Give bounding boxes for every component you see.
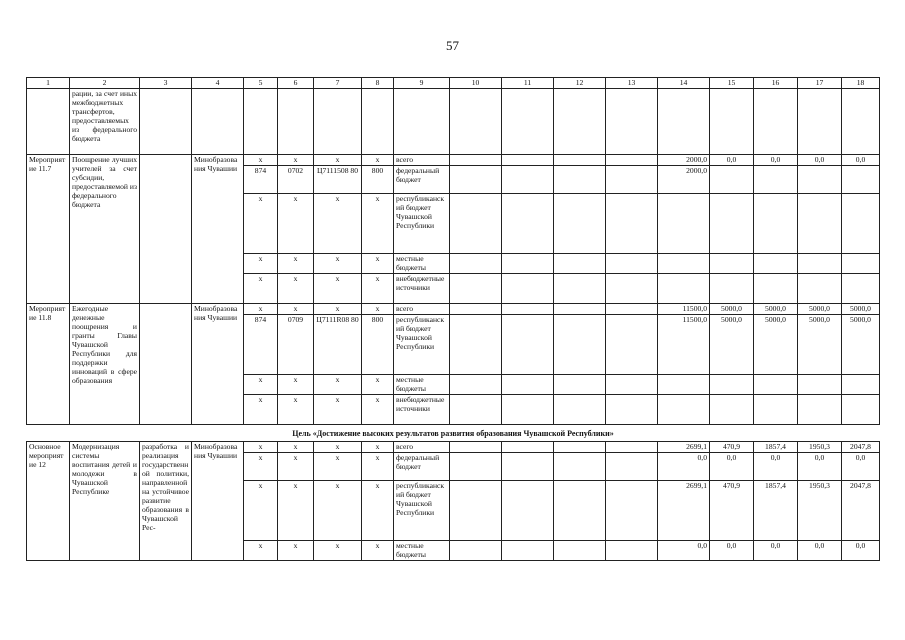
cell: 5000,0 <box>798 304 842 315</box>
measure-executor: Минобразования Чувашии <box>192 304 244 425</box>
cell: 0,0 <box>754 453 798 481</box>
cell: 0,0 <box>798 541 842 561</box>
cell: 1857,4 <box>754 442 798 453</box>
cell: x <box>244 541 278 561</box>
table-row <box>27 442 880 453</box>
cell: x <box>278 395 314 425</box>
program-table <box>26 77 880 561</box>
cell: x <box>314 375 362 395</box>
col-header: 4 <box>192 78 244 89</box>
col-header: 18 <box>842 78 880 89</box>
cell: 2699,1 <box>658 442 710 453</box>
carry-over-text: рации, за счет иных межбюджетных трансфертов, предоставляемых из федерального бюджета <box>70 89 140 155</box>
col-header: 9 <box>394 78 450 89</box>
cell: 11500,0 <box>658 304 710 315</box>
column-numbers-row <box>27 78 880 89</box>
cell: x <box>278 481 314 541</box>
cell: 2699,1 <box>658 481 710 541</box>
cell: x <box>362 254 394 274</box>
cell: x <box>244 274 278 304</box>
measure-executor: Минобразования Чувашии <box>192 442 244 561</box>
funding-source: местные бюджеты <box>394 254 450 274</box>
measure-code: Мероприятие 11.8 <box>27 304 70 425</box>
cell: 0,0 <box>658 541 710 561</box>
page-number: 57 <box>446 38 459 53</box>
cell: x <box>278 442 314 453</box>
cell: 5000,0 <box>710 304 754 315</box>
col-header: 12 <box>554 78 606 89</box>
cell: x <box>314 194 362 254</box>
funding-source: всего <box>394 442 450 453</box>
cell: x <box>362 375 394 395</box>
cell: x <box>244 155 278 166</box>
cell: 470,9 <box>710 442 754 453</box>
cell: x <box>278 375 314 395</box>
cell: 800 <box>362 315 394 375</box>
cell: Ц7111R08 80 <box>314 315 362 375</box>
cell: x <box>314 274 362 304</box>
col-header: 11 <box>502 78 554 89</box>
col-header: 17 <box>798 78 842 89</box>
cell: x <box>244 254 278 274</box>
measure-code: Мероприятие 11.7 <box>27 155 70 304</box>
cell: 1857,4 <box>754 481 798 541</box>
cell: 0,0 <box>710 541 754 561</box>
funding-source: республиканский бюджет Чувашской Республики <box>394 315 450 375</box>
cell: 0702 <box>278 166 314 194</box>
cell: x <box>244 442 278 453</box>
measure-name: Ежегодные денежные поощрения и гранты Главы Чувашской Республики для поддержки инноваций в сфере образования <box>70 304 140 425</box>
funding-source: республиканский бюджет Чувашской Республики <box>394 194 450 254</box>
cell: 0,0 <box>798 453 842 481</box>
col-header: 6 <box>278 78 314 89</box>
cell: 5000,0 <box>798 315 842 375</box>
measure-executor: Минобразования Чувашии <box>192 155 244 304</box>
cell: 0,0 <box>798 155 842 166</box>
measure-code: Основное мероприятие 12 <box>27 442 70 561</box>
cell: 5000,0 <box>754 315 798 375</box>
goal-title: Цель «Достижение высоких результатов развития образования Чувашской Республики» <box>27 425 880 442</box>
table-row <box>27 155 880 166</box>
cell: x <box>362 481 394 541</box>
cell: x <box>314 254 362 274</box>
cell: 5000,0 <box>842 315 880 375</box>
table-row <box>27 89 880 155</box>
cell: 2000,0 <box>658 166 710 194</box>
cell: x <box>362 442 394 453</box>
cell: x <box>314 541 362 561</box>
funding-source: всего <box>394 155 450 166</box>
cell: x <box>244 375 278 395</box>
col-header: 15 <box>710 78 754 89</box>
cell: 0,0 <box>842 155 880 166</box>
cell: 2047,8 <box>842 481 880 541</box>
cell: x <box>278 155 314 166</box>
col-header: 1 <box>27 78 70 89</box>
measure-name: Поощрение лучших учителей за счет субсидии, предоставляемой из федерального бюджета <box>70 155 140 304</box>
cell: 874 <box>244 166 278 194</box>
funding-source: всего <box>394 304 450 315</box>
cell: 5000,0 <box>754 304 798 315</box>
col-header: 16 <box>754 78 798 89</box>
col-header: 7 <box>314 78 362 89</box>
cell: 5000,0 <box>842 304 880 315</box>
col-header: 5 <box>244 78 278 89</box>
funding-source: федеральный бюджет <box>394 453 450 481</box>
cell: x <box>314 395 362 425</box>
cell: 0,0 <box>710 453 754 481</box>
cell: x <box>362 395 394 425</box>
cell: x <box>362 155 394 166</box>
funding-source: внебюджетные источники <box>394 395 450 425</box>
col-header: 8 <box>362 78 394 89</box>
cell: 1950,3 <box>798 481 842 541</box>
cell: 0,0 <box>754 541 798 561</box>
funding-source: внебюджетные источники <box>394 274 450 304</box>
cell: Ц7111508 80 <box>314 166 362 194</box>
cell: 0709 <box>278 315 314 375</box>
funding-source: федеральный бюджет <box>394 166 450 194</box>
cell: 5000,0 <box>710 315 754 375</box>
cell: 0,0 <box>754 155 798 166</box>
cell: 800 <box>362 166 394 194</box>
cell: x <box>278 541 314 561</box>
cell: x <box>314 442 362 453</box>
measure-purpose: разработка и реализация государственной политики, направленной на устойчивое развитие образования в Чувашской Рес- <box>140 442 192 561</box>
cell: 470,9 <box>710 481 754 541</box>
cell: 2000,0 <box>658 155 710 166</box>
cell: x <box>314 453 362 481</box>
cell: 0,0 <box>710 155 754 166</box>
col-header: 13 <box>606 78 658 89</box>
cell: x <box>244 481 278 541</box>
cell: x <box>244 304 278 315</box>
cell: 874 <box>244 315 278 375</box>
cell: x <box>362 274 394 304</box>
cell: x <box>314 481 362 541</box>
col-header: 10 <box>450 78 502 89</box>
cell: x <box>362 194 394 254</box>
cell: 11500,0 <box>658 315 710 375</box>
table-row <box>27 304 880 315</box>
col-header: 2 <box>70 78 140 89</box>
goal-row <box>27 425 880 442</box>
cell: 1950,3 <box>798 442 842 453</box>
cell: x <box>314 155 362 166</box>
cell: 2047,8 <box>842 442 880 453</box>
cell: x <box>362 453 394 481</box>
cell: x <box>278 254 314 274</box>
col-header: 3 <box>140 78 192 89</box>
cell: x <box>278 304 314 315</box>
cell: x <box>314 304 362 315</box>
cell: x <box>278 274 314 304</box>
cell: 0,0 <box>842 453 880 481</box>
cell: x <box>362 304 394 315</box>
cell: x <box>244 453 278 481</box>
funding-source: местные бюджеты <box>394 375 450 395</box>
cell: 0,0 <box>842 541 880 561</box>
col-header: 14 <box>658 78 710 89</box>
cell: x <box>244 395 278 425</box>
cell: x <box>244 194 278 254</box>
cell: 0,0 <box>658 453 710 481</box>
funding-source: местные бюджеты <box>394 541 450 561</box>
funding-source: республиканский бюджет Чувашской Республики <box>394 481 450 541</box>
cell: x <box>362 541 394 561</box>
cell: x <box>278 194 314 254</box>
cell: x <box>278 453 314 481</box>
measure-name: Модернизация системы воспитания детей и молодежи в Чувашской Республике <box>70 442 140 561</box>
